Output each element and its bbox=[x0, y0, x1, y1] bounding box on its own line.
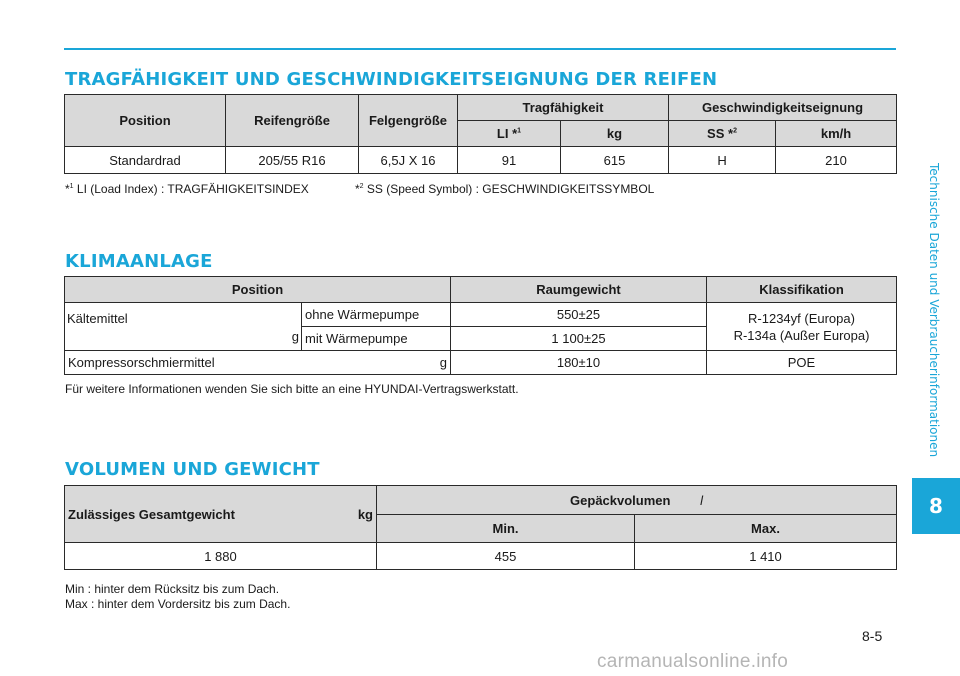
header-kg: kg bbox=[561, 121, 669, 147]
table-cell: 615 bbox=[561, 147, 669, 174]
oil-class: POE bbox=[707, 351, 897, 375]
oil-value: 180±10 bbox=[451, 351, 707, 375]
table-row bbox=[65, 303, 897, 327]
header-tyre-size: Reifengröße bbox=[226, 95, 359, 147]
refrigerant-class-2: R-134a (Außer Europa) bbox=[733, 327, 870, 343]
refrigerant-class-cell bbox=[707, 303, 897, 351]
with-heat-pump-label: mit Wärmepumpe bbox=[302, 327, 451, 351]
volume-table bbox=[64, 485, 897, 570]
header-gvw bbox=[65, 486, 377, 543]
header-speed-rating: Geschwindigkeitseignung bbox=[669, 95, 897, 121]
header-kmh: km/h bbox=[776, 121, 897, 147]
table-cell: Standardrad bbox=[65, 147, 226, 174]
gvw-label: Zulässiges Gesamtgewicht bbox=[68, 506, 235, 522]
gvw-unit: kg bbox=[357, 506, 373, 522]
footnote-ss: *$^2$ SS (Speed Symbol) : GESCHWINDIGKEITSSYMBOL bbox=[355, 182, 655, 196]
table-cell: 455 bbox=[377, 543, 635, 570]
without-heat-pump-value: 550±25 bbox=[451, 303, 707, 327]
header-li: LI *$^1$ bbox=[458, 121, 561, 147]
header-ss: SS *$^2$ bbox=[669, 121, 776, 147]
with-heat-pump-value: 1 100±25 bbox=[451, 327, 707, 351]
ac-note: Für weitere Informationen wenden Sie sich bitte an eine HYUNDAI-Vertragswerkstatt. bbox=[65, 382, 519, 396]
without-heat-pump-label: ohne Wärmepumpe bbox=[302, 303, 451, 327]
header-load-capacity: Tragfähigkeit bbox=[458, 95, 669, 121]
table-row bbox=[65, 351, 897, 375]
section-title-tyres: TRAGFÄHIGKEIT UND GESCHWINDIGKEITSEIGNUNG DER REIFEN bbox=[65, 69, 718, 90]
table-cell: 1 410 bbox=[635, 543, 897, 570]
oil-label: Kompressorschmiermittel bbox=[68, 355, 215, 370]
refrigerant-class-1: R-1234yf (Europa) bbox=[748, 310, 855, 326]
header-position: Position bbox=[65, 277, 451, 303]
oil-unit: g bbox=[439, 355, 447, 370]
refrigerant-cell bbox=[65, 303, 302, 351]
section-title-ac: KLIMAANLAGE bbox=[65, 251, 213, 272]
table-cell: H bbox=[669, 147, 776, 174]
top-rule bbox=[64, 48, 896, 50]
header-luggage bbox=[377, 486, 897, 515]
luggage-unit: l bbox=[700, 492, 703, 508]
page-number: 8-5 bbox=[862, 628, 883, 644]
table-cell: 6,5J X 16 bbox=[359, 147, 458, 174]
volume-note-min: Min : hinter dem Rücksitz bis zum Dach. bbox=[65, 582, 280, 596]
refrigerant-label: Kältemittel bbox=[67, 311, 128, 326]
table-cell: 91 bbox=[458, 147, 561, 174]
volume-note-max: Max : hinter dem Vordersitz bis zum Dach. bbox=[65, 597, 291, 611]
table-row bbox=[65, 543, 897, 570]
table-cell: 205/55 R16 bbox=[226, 147, 359, 174]
table-cell: 1 880 bbox=[65, 543, 377, 570]
tyre-table bbox=[64, 94, 897, 174]
luggage-label: Gepäckvolumen bbox=[570, 492, 671, 508]
footnote-li: *$^1$ LI (Load Index) : TRAGFÄHIGKEITSINDEX bbox=[65, 182, 309, 196]
oil-cell bbox=[65, 351, 451, 375]
header-class: Klassifikation bbox=[707, 277, 897, 303]
section-title-volume: VOLUMEN UND GEWICHT bbox=[65, 459, 320, 480]
table-cell: 210 bbox=[776, 147, 897, 174]
refrigerant-unit: g bbox=[291, 329, 299, 344]
header-min: Min. bbox=[377, 515, 635, 543]
ac-table bbox=[64, 276, 897, 375]
chapter-tab: 8 bbox=[912, 478, 960, 534]
header-max: Max. bbox=[635, 515, 897, 543]
chapter-side-label: Technische Daten und Verbraucherinformationen bbox=[927, 162, 941, 458]
header-rim-size: Felgengröße bbox=[359, 95, 458, 147]
header-position: Position bbox=[65, 95, 226, 147]
header-volume: Raumgewicht bbox=[451, 277, 707, 303]
table-row bbox=[65, 147, 897, 174]
watermark: carmanualsonline.info bbox=[597, 651, 789, 672]
